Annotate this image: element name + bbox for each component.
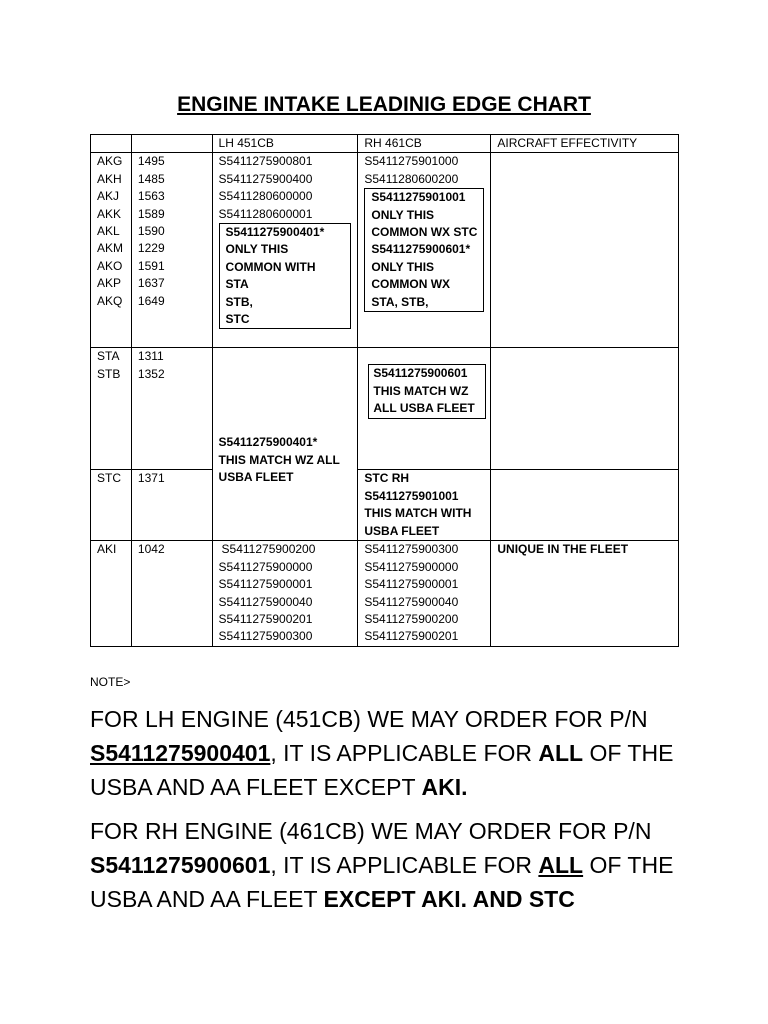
rh-stc-line: STC RH xyxy=(364,471,410,486)
part-number: S5411280600200 xyxy=(364,171,459,186)
header-row xyxy=(91,135,679,153)
part-number: S5411275900400 xyxy=(218,171,313,186)
part-number: S5411275900300 xyxy=(218,629,313,644)
aircraft-code: AKL xyxy=(97,224,120,239)
aircraft-number: 1485 xyxy=(137,171,165,186)
codes-cell xyxy=(91,153,132,348)
part-number: S5411275900000 xyxy=(364,559,459,574)
box-line: STB, xyxy=(225,294,253,309)
aircraft-code: AKO xyxy=(97,258,123,273)
numbers-cell xyxy=(131,541,212,646)
aircraft-number: 1042 xyxy=(137,542,165,557)
note-text: FOR RH ENGINE (461CB) WE MAY ORDER FOR P/N xyxy=(90,818,652,844)
note-text: OF THE xyxy=(583,852,674,878)
aircraft-number: 1589 xyxy=(137,206,165,221)
lh-cell xyxy=(212,348,358,541)
box-line: S5411275900401* xyxy=(225,225,325,240)
aircraft-code: AKM xyxy=(97,241,124,256)
part-number: S5411275900040 xyxy=(218,594,313,609)
part-number: S5411275900001 xyxy=(218,577,313,592)
lh-match-line: THIS MATCH WZ ALL xyxy=(218,452,340,467)
note-text: FOR LH ENGINE (451CB) WE MAY ORDER FOR P/N xyxy=(90,706,648,732)
effectivity-cell xyxy=(491,470,679,541)
header-cell-code xyxy=(91,135,132,153)
part-number: S5411275900000 xyxy=(218,559,313,574)
part-number: S5411275900801 xyxy=(218,154,313,169)
note-emphasis: EXCEPT AKI. AND STC xyxy=(323,886,575,912)
aircraft-code: AKG xyxy=(97,154,123,169)
aircraft-code: AKK xyxy=(97,206,122,221)
box-line: STA xyxy=(225,277,249,292)
rh-common-box xyxy=(364,188,484,312)
effectivity-cell xyxy=(491,153,679,348)
note-label: NOTE> xyxy=(90,675,131,689)
lh-match-line: S5411275900401* xyxy=(218,435,318,450)
aircraft-number: 1311 xyxy=(137,349,164,364)
note-emphasis: ALL xyxy=(538,852,584,878)
aircraft-code: AKJ xyxy=(97,189,120,204)
aircraft-number: 1495 xyxy=(137,154,165,169)
part-number: S5411275900300 xyxy=(364,542,459,557)
aircraft-number: 1591 xyxy=(137,258,165,273)
rh-cell xyxy=(358,153,491,348)
part-number: S5411275900201 xyxy=(364,629,459,644)
codes-cell xyxy=(91,541,132,646)
part-number: S5411275901000 xyxy=(364,154,459,169)
numbers-cell xyxy=(131,348,212,470)
rh-cell xyxy=(358,541,491,646)
box-line: STC xyxy=(225,312,250,327)
header-cell-number xyxy=(131,135,212,153)
intake-chart-table xyxy=(90,134,679,647)
part-number: S5411275900040 xyxy=(364,594,459,609)
aircraft-number: 1590 xyxy=(137,224,165,239)
note-part-number: S5411275900601 xyxy=(90,852,271,878)
aircraft-code: AKP xyxy=(97,276,122,291)
part-number: S5411275900201 xyxy=(218,612,313,627)
box-line: ONLY THIS xyxy=(371,207,435,222)
header-cell-rh: RH 461CB xyxy=(358,135,491,153)
lh-cell xyxy=(212,541,358,646)
header-cell-lh: LH 451CB xyxy=(212,135,358,153)
lh-cell xyxy=(212,153,358,348)
effectivity-cell xyxy=(491,541,679,646)
note-text: OF THE xyxy=(583,740,674,766)
note-paragraph-lh xyxy=(90,702,690,804)
note-emphasis: AKI. xyxy=(421,774,468,800)
aircraft-number: 1352 xyxy=(137,366,165,381)
rh-stc-line: S5411275901001 xyxy=(364,488,459,503)
effectivity-text: UNIQUE IN THE FLEET xyxy=(497,542,629,557)
aircraft-code: STB xyxy=(97,366,121,381)
box-line: ONLY THIS xyxy=(225,242,289,257)
aircraft-number: 1371 xyxy=(137,471,165,486)
lh-common-box xyxy=(219,223,352,329)
part-number: S5411280600001 xyxy=(218,206,313,221)
part-number: S5411275900200 xyxy=(221,542,316,557)
rh-match-box xyxy=(368,364,486,418)
box-line: STA, STB, xyxy=(371,294,429,309)
note-text: USBA AND AA FLEET EXCEPT xyxy=(90,774,422,800)
codes-cell xyxy=(91,348,132,470)
aircraft-number: 1563 xyxy=(137,189,165,204)
aircraft-code: AKQ xyxy=(97,293,123,308)
aircraft-code: STA xyxy=(97,349,120,364)
rh-stc-line: USBA FLEET xyxy=(364,523,440,538)
table-row-group4 xyxy=(91,541,679,646)
box-line: THIS MATCH WZ xyxy=(373,383,469,398)
numbers-cell xyxy=(131,153,212,348)
part-number: S5411275900200 xyxy=(364,612,459,627)
note-part-number: S5411275900401 xyxy=(90,740,271,766)
note-text: USBA AND AA FLEET xyxy=(90,886,324,912)
numbers-cell xyxy=(131,470,212,541)
aircraft-number: 1649 xyxy=(137,293,165,308)
table-row-group1 xyxy=(91,153,679,348)
box-line: S5411275901001 xyxy=(371,190,466,205)
aircraft-code: AKH xyxy=(97,171,122,186)
codes-cell xyxy=(91,470,132,541)
part-number: S5411280600000 xyxy=(218,189,313,204)
part-number: S5411275900001 xyxy=(364,577,459,592)
aircraft-code: AKI xyxy=(97,542,117,557)
table-row-group3 xyxy=(91,470,679,541)
rh-cell xyxy=(358,348,491,470)
box-line: ALL USBA FLEET xyxy=(373,401,475,416)
lh-match-line: USBA FLEET xyxy=(218,470,294,485)
note-emphasis: ALL xyxy=(538,740,584,766)
box-line: ONLY THIS xyxy=(371,259,435,274)
note-paragraph-rh xyxy=(90,814,690,916)
box-line: S5411275900601 xyxy=(373,366,468,381)
aircraft-number: 1229 xyxy=(137,241,165,256)
table-row-group2 xyxy=(91,348,679,470)
note-text: , IT IS APPLICABLE FOR xyxy=(270,852,539,878)
effectivity-cell xyxy=(491,348,679,470)
rh-cell xyxy=(358,470,491,541)
document-title: ENGINE INTAKE LEADINIG EDGE CHART xyxy=(177,93,591,116)
box-line: COMMON WX STC xyxy=(371,225,478,240)
note-text: , IT IS APPLICABLE FOR xyxy=(270,740,539,766)
box-line: COMMON WITH xyxy=(225,259,316,274)
box-line: COMMON WX xyxy=(371,277,451,292)
header-cell-effectivity: AIRCRAFT EFFECTIVITY xyxy=(491,135,679,153)
box-line: S5411275900601* xyxy=(371,242,471,257)
rh-stc-line: THIS MATCH WITH xyxy=(364,506,472,521)
aircraft-code: STC xyxy=(97,471,121,486)
aircraft-number: 1637 xyxy=(137,276,165,291)
